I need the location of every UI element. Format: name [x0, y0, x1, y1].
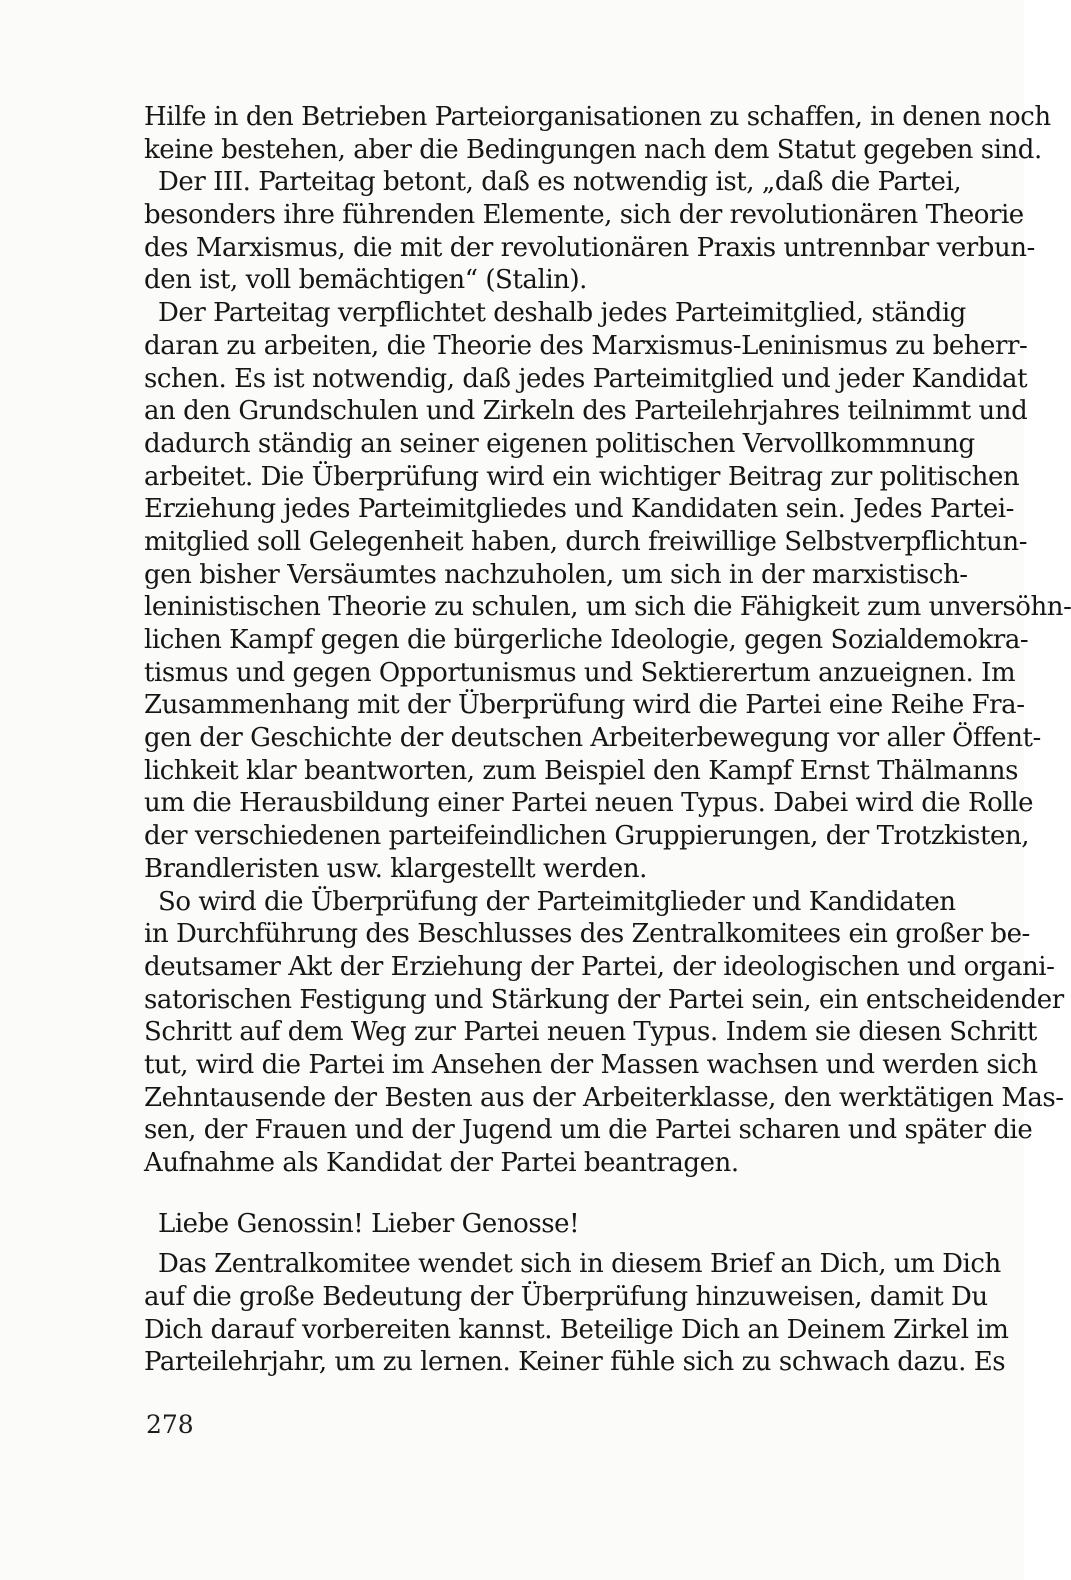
text-line: an den Grundschulen und Zirkeln des Parteilehrjahres teilnimmt und [144, 396, 1028, 427]
text-line: in Durchführung des Beschlusses des Zentralkomitees ein großer be- [144, 919, 1030, 950]
text-line: sen, der Frauen und der Jugend um die Partei scharen und später die [144, 1115, 1033, 1146]
text-line: Hilfe in den Betrieben Parteiorganisationen zu schaffen, in denen noch [144, 102, 1051, 132]
text-line: schen. Es ist notwendig, daß jedes Parteimitglied und jeder Kandidat [144, 363, 1028, 394]
text-line: Parteilehrjahr, um zu lernen. Keiner fühle sich zu schwach dazu. Es [144, 1347, 1006, 1378]
text-line: auf die große Bedeutung der Überprüfung hinzuweisen, damit Du [144, 1282, 988, 1313]
text-line: Dich darauf vorbereiten kannst. Beteilige Dich an Deinem Zirkel im [144, 1314, 1009, 1345]
paragraph-start-line: Der Parteitag verpflichtet deshalb jedes Parteimitglied, ständig [158, 298, 966, 329]
page-number: 278 [146, 1410, 194, 1439]
paragraph-gap [144, 1180, 908, 1208]
text-line: gen bisher Versäumtes nachzuholen, um sich in der marxistisch- [144, 559, 968, 590]
text-line: Brandleristen usw. klargestellt werden. [144, 853, 647, 884]
text-line: keine bestehen, aber die Bedingungen nach dem Statut gegeben sind. [144, 134, 1042, 165]
paragraph-gap [144, 1240, 908, 1248]
text-line: daran zu arbeiten, die Theorie des Marxismus-Leninismus zu beherr- [144, 330, 1028, 361]
text-line: arbeitet. Die Überprüfung wird ein wichtiger Beitrag zur politischen [144, 461, 1020, 492]
text-line: satorischen Festigung und Stärkung der Partei sein, ein entscheidender [144, 984, 1064, 1015]
paragraph-start-line: Das Zentralkomitee wendet sich in diesem Brief an Dich, um Dich [158, 1249, 1001, 1280]
text-line: deutsamer Akt der Erziehung der Partei, der ideologischen und organi- [144, 951, 1055, 982]
text-line: leninistischen Theorie zu schulen, um sich die Fähigkeit zum unversöhn- [144, 592, 1071, 623]
text-line: Schritt auf dem Weg zur Partei neuen Typus. Indem sie diesen Schritt [144, 1017, 1037, 1048]
text-line: lichkeit klar beantworten, zum Beispiel den Kampf Ernst Thälmanns [144, 755, 1018, 786]
text-line: Erziehung jedes Parteimitgliedes und Kandidaten sein. Jedes Partei- [144, 494, 1014, 525]
text-line: mitglied soll Gelegenheit haben, durch freiwillige Selbstverpflichtun- [144, 526, 1028, 557]
text-line: Aufnahme als Kandidat der Partei beantragen. [144, 1148, 739, 1178]
text-line: um die Herausbildung einer Partei neuen Typus. Dabei wird die Rolle [144, 788, 1034, 819]
paragraph-start-line: Der III. Parteitag betont, daß es notwendig ist, „daß die Partei, [158, 167, 962, 198]
text-line: den ist, voll bemächtigen“ (Stalin). [144, 265, 587, 296]
text-line: des Marxismus, die mit der revolutionären Praxis untrennbar verbun- [144, 232, 1035, 263]
page-body [144, 101, 1071, 1379]
text-line: Zusammenhang mit der Überprüfung wird die Partei eine Reihe Fra- [144, 690, 1025, 721]
text-line: besonders ihre führenden Elemente, sich der revolutionären Theorie [144, 200, 1024, 231]
paragraph-start-line: So wird die Überprüfung der Parteimitglieder und Kandidaten [158, 886, 956, 917]
text-line: tut, wird die Partei im Ansehen der Massen wachsen und werden sich [144, 1049, 1038, 1080]
text-line: der verschiedenen parteifeindlichen Gruppierungen, der Trotzkisten, [144, 821, 1030, 852]
text-line: lichen Kampf gegen die bürgerliche Ideologie, gegen Sozialdemokra- [144, 625, 1029, 655]
text-line: tismus und gegen Opportunismus und Sektierertum anzueignen. Im [144, 657, 1016, 688]
text-line: dadurch ständig an seiner eigenen politischen Vervollkommnung [144, 428, 975, 459]
text-line: Zehntausende der Besten aus der Arbeiterklasse, den werktätigen Mas- [144, 1082, 1064, 1113]
text-line: gen der Geschichte der deutschen Arbeiterbewegung vor aller Öffent- [144, 723, 1041, 754]
salutation: Liebe Genossin! Lieber Genosse! [158, 1208, 580, 1239]
